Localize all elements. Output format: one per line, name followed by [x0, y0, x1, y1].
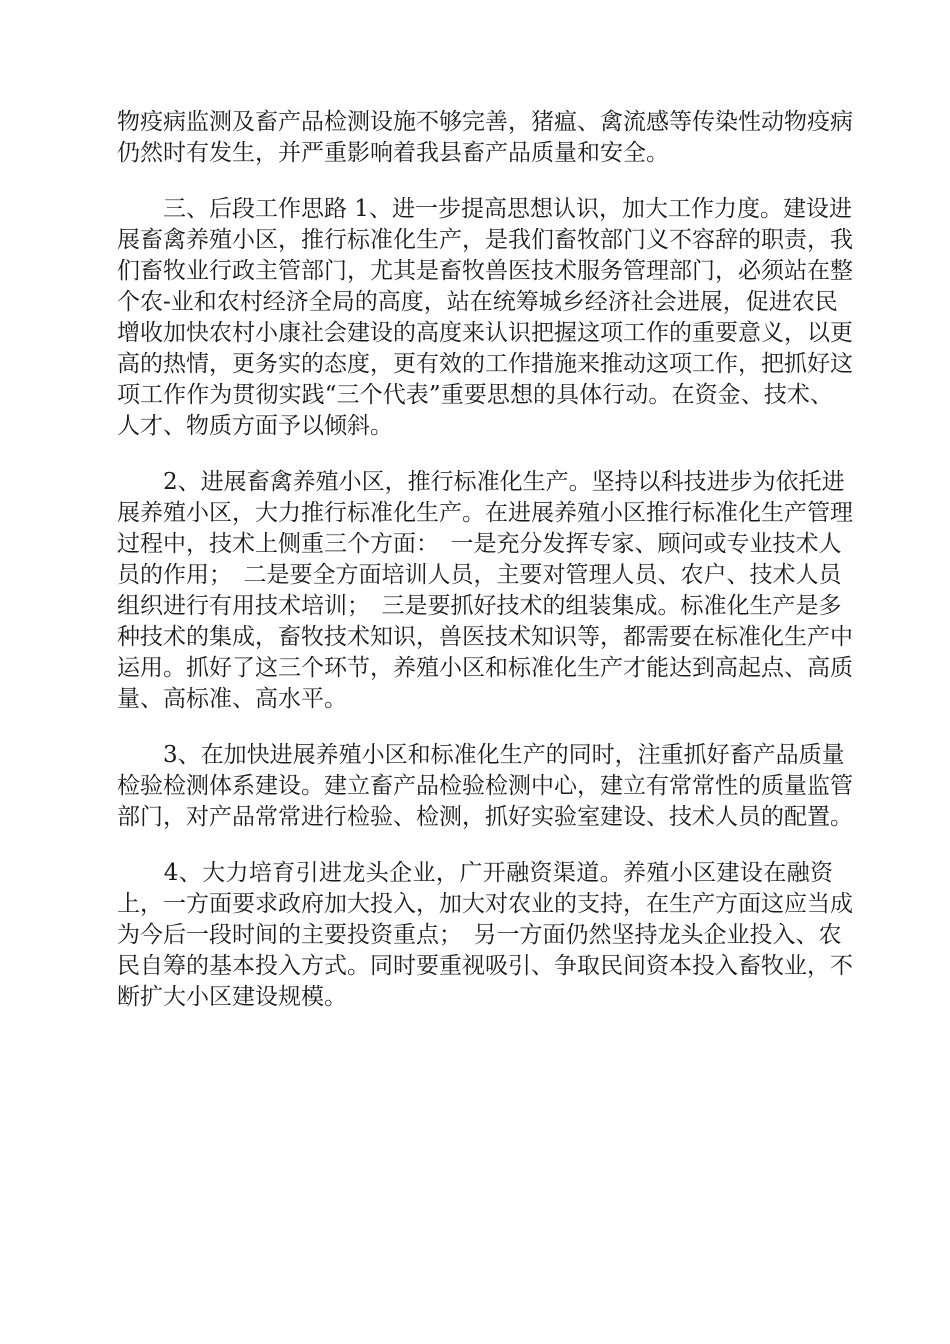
text-line: 展养殖小区，大力推行标准化生产。在进展养殖小区推行标准化生产管理: [117, 500, 853, 526]
paragraph: [117, 467, 853, 715]
paragraph: [117, 740, 853, 833]
text-line: 物疫病监测及畜产品检测设施不够完善，猪瘟、禽流感等传染性动物疫病: [117, 109, 853, 135]
document-body: [117, 107, 853, 1013]
paragraph: [117, 107, 853, 169]
text-line: 2、进展畜禽养殖小区，推行标准化生产。坚持以科技进步为依托进: [117, 469, 845, 495]
text-line: 仍然时有发生，并严重影响着我县畜产品质量和安全。: [117, 140, 669, 166]
text-line: 展畜禽养殖小区，推行标准化生产，是我们畜牧部门义不容辞的职责，我: [117, 227, 853, 253]
text-line: 员的作用； 二是要全方面培训人员，主要对管理人员、农户、技术人员: [117, 562, 842, 588]
text-line: 项工作作为贯彻实践“三个代表”重要思想的具体行动。在资金、技术、: [117, 382, 833, 408]
text-line: 断扩大小区建设规模。: [117, 984, 347, 1010]
text-line: 部门，对产品常常进行检验、检测，抓好实验室建设、技术人员的配置。: [117, 804, 853, 830]
text-line: 高的热情，更务实的态度，更有效的工作措施来推动这项工作，把抓好这: [117, 351, 853, 377]
text-line: 过程中，技术上侧重三个方面： 一是充分发挥专家、顾问或专业技术人: [117, 531, 842, 557]
text-line: 运用。抓好了这三个环节，养殖小区和标准化生产才能达到高起点、高质: [117, 655, 853, 681]
text-line: 三、后段工作思路 1、进一步提高思想认识，加大工作力度。建设进: [117, 196, 852, 222]
text-line: 上，一方面要求政府加大投入，加大对农业的支持，在生产方面这应当成: [117, 891, 853, 917]
text-line: 个农-业和农村经济全局的高度，站在统筹城乡经济社会进展，促进农民: [117, 289, 838, 315]
text-line: 增收加快农村小康社会建设的高度来认识把握这项工作的重要意义，以更: [117, 320, 853, 346]
text-line: 人才、物质方面予以倾斜。: [117, 413, 393, 439]
text-line: 种技术的集成，畜牧技术知识，兽医技术知识等，都需要在标准化生产中: [117, 624, 853, 650]
text-line: 检验检测体系建设。建立畜产品检验检测中心，建立有常常性的质量监管: [117, 773, 853, 799]
text-line: 组织进行有用技术培训； 三是要抓好技术的组装集成。标准化生产是多: [117, 593, 842, 619]
text-line: 为今后一段时间的主要投资重点； 另一方面仍然坚持龙头企业投入、农: [117, 922, 842, 948]
text-line: 们畜牧业行政主管部门，尤其是畜牧兽医技术服务管理部门，必须站在整: [117, 258, 853, 284]
paragraph: [117, 858, 853, 1013]
text-line: 4、大力培育引进龙头企业，广开融资渠道。养殖小区建设在融资: [117, 860, 833, 886]
text-line: 量、高标准、高水平。: [117, 686, 347, 712]
paragraph: [117, 194, 853, 442]
text-line: 民自筹的基本投入方式。同时要重视吸引、争取民间资本投入畜牧业，不: [117, 953, 853, 979]
text-line: 3、在加快进展养殖小区和标准化生产的同时，注重抓好畜产品质量: [117, 742, 845, 768]
